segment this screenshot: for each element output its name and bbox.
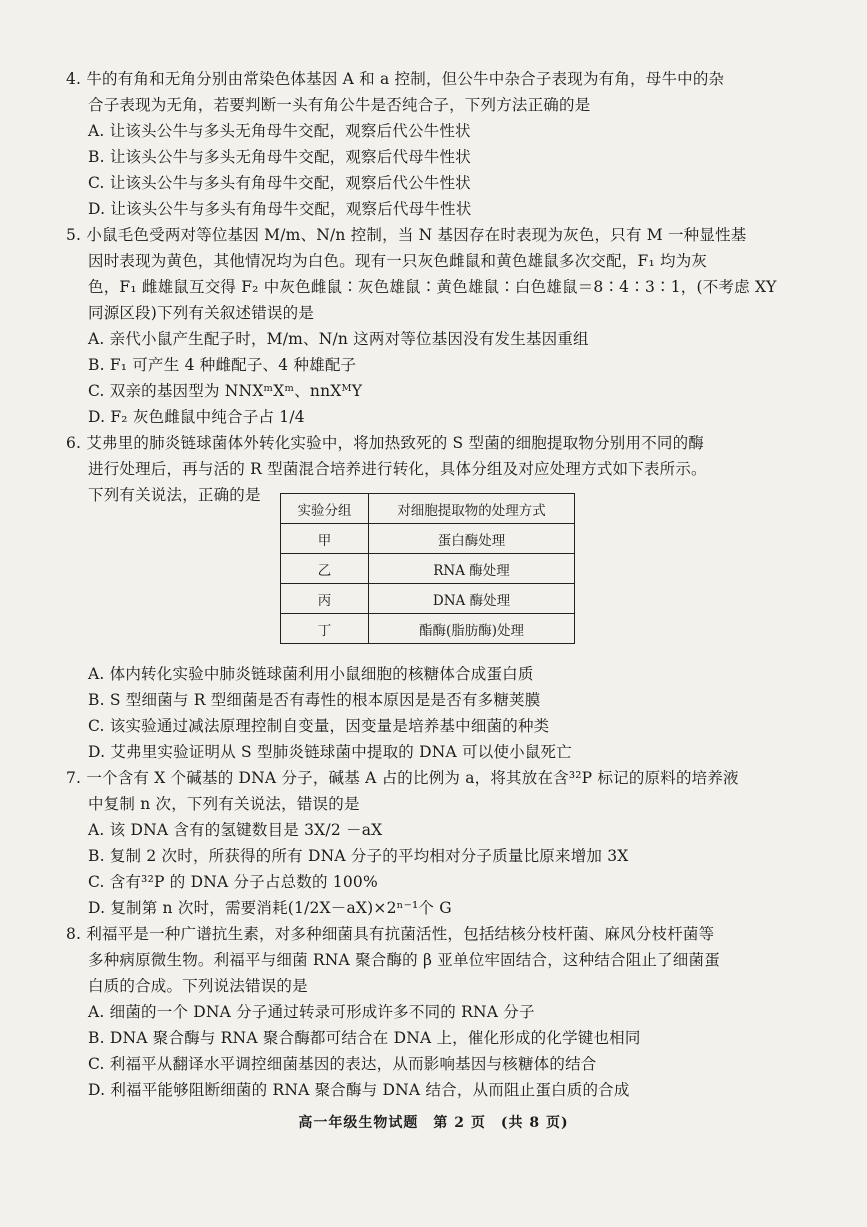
q5-stem-line-1: 5. 小鼠毛色受两对等位基因 M/m、N/n 控制，当 N 基因存在时表现为灰色，只有 M 一种显性基: [66, 226, 747, 244]
table-cell: RNA 酶处理: [369, 554, 575, 584]
experiment-table: [280, 493, 575, 644]
q6-stem-line-3: 下列有关说法，正确的是: [88, 486, 261, 504]
table-row: [281, 614, 575, 644]
q4-option-b: B. 让该头公牛与多头无角母牛交配，观察后代母牛性状: [88, 148, 471, 166]
q6-option-d: D. 艾弗里实验证明从 S 型肺炎链球菌中提取的 DNA 可以使小鼠死亡: [88, 743, 572, 761]
table-cell: 酯酶(脂肪酶)处理: [369, 614, 575, 644]
table-cell: 蛋白酶处理: [369, 524, 575, 554]
q8-option-c: C. 利福平从翻译水平调控细菌基因的表达，从而影响基因与核糖体的结合: [88, 1055, 597, 1073]
q7-option-d: D. 复制第 n 次时，需要消耗(1/2X－aX)×2ⁿ⁻¹个 G: [88, 899, 452, 917]
table-cell: DNA 酶处理: [369, 584, 575, 614]
q8-stem-line-2: 多种病原微生物。利福平与细菌 RNA 聚合酶的 β 亚单位牢固结合，这种结合阻止了细菌蛋: [88, 951, 720, 969]
q6-stem-line-2: 进行处理后，再与活的 R 型菌混合培养进行转化，具体分组及对应处理方式如下表所示。: [88, 460, 707, 478]
q7-option-a: A. 该 DNA 含有的氢键数目是 3X/2 －aX: [88, 821, 383, 839]
q5-stem-line-2: 因时表现为黄色，其他情况均为白色。现有一只灰色雌鼠和黄色雄鼠多次交配，F₁ 均为灰: [88, 252, 708, 270]
page-footer: 高一年级生物试题 第 2 页 (共 8 页): [298, 1115, 569, 1131]
table-cell: 甲: [281, 524, 369, 554]
table-row: [281, 584, 575, 614]
q5-option-b: B. F₁ 可产生 4 种雌配子、4 种雄配子: [88, 356, 357, 374]
table-row: [281, 554, 575, 584]
table-header-cell: 实验分组: [281, 494, 369, 524]
table-cell: 丙: [281, 584, 369, 614]
table-cell: 丁: [281, 614, 369, 644]
q5-stem-line-3: 色，F₁ 雌雄鼠互交得 F₂ 中灰色雌鼠∶灰色雄鼠∶黄色雄鼠∶白色雄鼠＝8∶4∶3∶1，(不考虑 XY: [88, 278, 777, 296]
q8-option-b: B. DNA 聚合酶与 RNA 聚合酶都可结合在 DNA 上，催化形成的化学键也相同: [88, 1029, 641, 1047]
q5-stem-line-4: 同源区段)下列有关叙述错误的是: [88, 304, 315, 322]
q6-option-c: C. 该实验通过减法原理控制自变量，因变量是培养基中细菌的种类: [88, 717, 550, 735]
q8-stem-line-3: 白质的合成。下列说法错误的是: [88, 977, 308, 995]
q5-option-c: C. 双亲的基因型为 NNXᵐXᵐ、nnXᴹY: [88, 382, 363, 400]
q5-option-a: A. 亲代小鼠产生配子时，M/m、N/n 这两对等位基因没有发生基因重组: [88, 330, 589, 348]
table-header-cell: 对细胞提取物的处理方式: [369, 494, 575, 524]
q4-option-c: C. 让该头公牛与多头有角母牛交配，观察后代公牛性状: [88, 174, 471, 192]
q6-option-a: A. 体内转化实验中肺炎链球菌利用小鼠细胞的核糖体合成蛋白质: [88, 665, 534, 683]
table-row: [281, 524, 575, 554]
q8-stem-line-1: 8. 利福平是一种广谱抗生素，对多种细菌具有抗菌活性，包括结核分枝杆菌、麻风分枝杆菌等: [66, 925, 715, 943]
q4-option-a: A. 让该头公牛与多头无角母牛交配，观察后代公牛性状: [88, 122, 471, 140]
q7-option-b: B. 复制 2 次时，所获得的所有 DNA 分子的平均相对分子质量比原来增加 3X: [88, 847, 629, 865]
q8-option-d: D. 利福平能够阻断细菌的 RNA 聚合酶与 DNA 结合，从而阻止蛋白质的合成: [88, 1081, 630, 1099]
table-cell: 乙: [281, 554, 369, 584]
q7-stem-line-2: 中复制 n 次，下列有关说法，错误的是: [88, 795, 360, 813]
q5-option-d: D. F₂ 灰色雌鼠中纯合子占 1/4: [88, 408, 305, 426]
q4-option-d: D. 让该头公牛与多头有角母牛交配，观察后代母牛性状: [88, 200, 472, 218]
q6-option-b: B. S 型细菌与 R 型细菌是否有毒性的根本原因是是否有多糖荚膜: [88, 691, 541, 709]
table-header-row: [281, 494, 575, 524]
q8-option-a: A. 细菌的一个 DNA 分子通过转录可形成许多不同的 RNA 分子: [88, 1003, 535, 1021]
q7-option-c: C. 含有³²P 的 DNA 分子占总数的 100%: [88, 873, 378, 891]
q4-stem-line-2: 合子表现为无角，若要判断一头有角公牛是否纯合子，下列方法正确的是: [88, 96, 591, 114]
q4-stem-line-1: 4. 牛的有角和无角分别由常染色体基因 A 和 a 控制，但公牛中杂合子表现为有角，母牛中的杂: [66, 70, 725, 88]
q7-stem-line-1: 7. 一个含有 X 个碱基的 DNA 分子，碱基 A 占的比例为 a，将其放在含³²P 标记的原料的培养液: [66, 769, 739, 787]
q6-stem-line-1: 6. 艾弗里的肺炎链球菌体外转化实验中，将加热致死的 S 型菌的细胞提取物分别用不同的酶: [66, 434, 704, 452]
